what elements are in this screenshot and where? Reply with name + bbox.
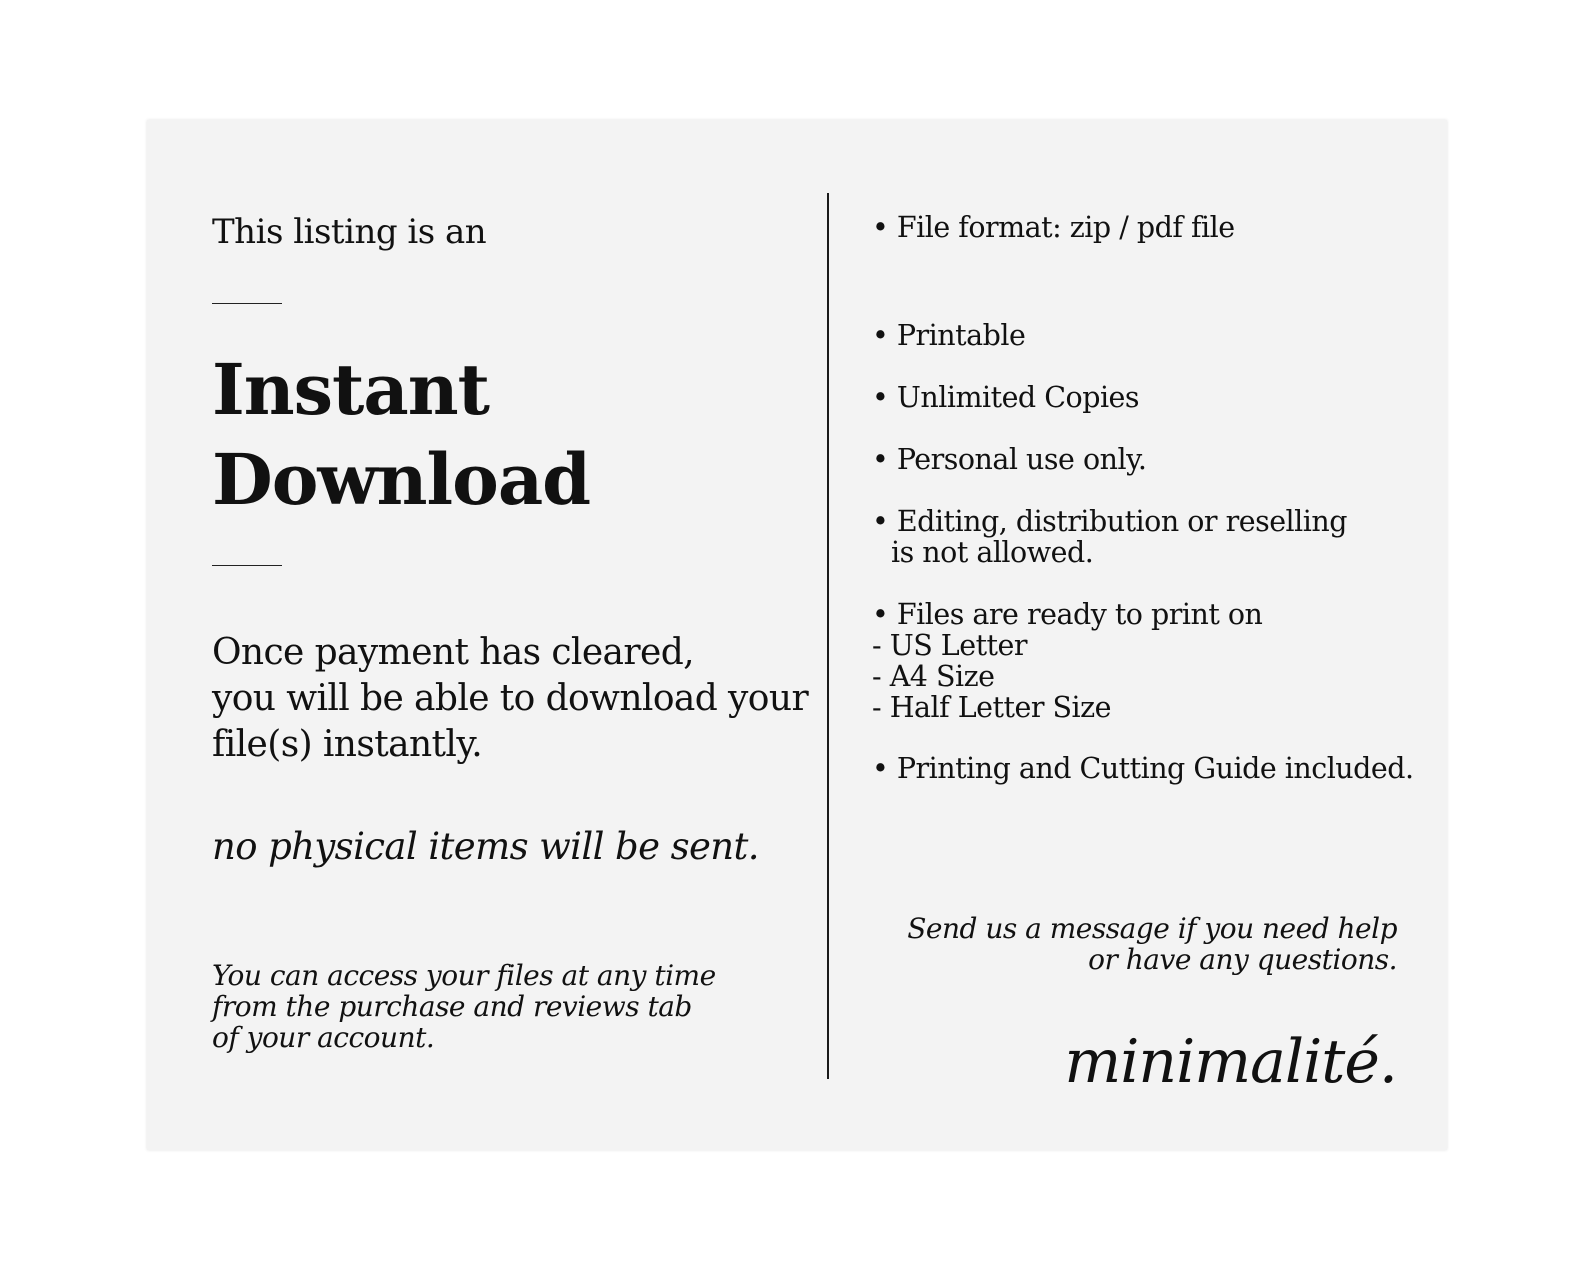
access-line-3: of your account. [212, 1021, 435, 1054]
payment-text [212, 630, 808, 768]
help-line-2: or have any questions. [1088, 943, 1397, 976]
print-size-a4: - A4 Size [872, 660, 995, 693]
access-line-1: You can access your files at any time [212, 959, 716, 992]
info-card [147, 120, 1447, 1150]
feature-item-unlimited-copies [872, 382, 1139, 413]
help-message [907, 913, 1397, 975]
feature-line: • Unlimited Copies [872, 381, 1140, 414]
payment-line-3: file(s) instantly. [212, 724, 483, 765]
feature-item-print-sizes [872, 599, 1262, 723]
intro-text: This listing is an [212, 212, 487, 252]
feature-line: • Printable [872, 319, 1026, 352]
feature-line: • File format: zip / pdf file [872, 211, 1235, 244]
bottom-short-rule [212, 565, 282, 566]
feature-item-printable [872, 320, 1025, 351]
feature-item-personal-use [872, 444, 1146, 475]
vertical-divider [827, 193, 829, 1079]
no-physical-items-text: no physical items will be sent. [212, 825, 759, 868]
print-size-us-letter: - US Letter [872, 629, 1027, 662]
headline [212, 345, 590, 525]
account-access-note [212, 960, 716, 1053]
feature-line: • Personal use only. [872, 443, 1147, 476]
feature-line: • Printing and Cutting Guide included. [872, 752, 1414, 785]
help-line-1: Send us a message if you need help [907, 912, 1397, 945]
print-size-half-letter: - Half Letter Size [872, 691, 1112, 724]
feature-item-editing-restriction [872, 506, 1347, 568]
headline-line-1: Instant [212, 348, 489, 431]
feature-line: • Editing, distribution or reselling [872, 505, 1348, 538]
payment-line-2: you will be able to download your [212, 678, 809, 719]
brand-logo: minimalité. [1064, 1027, 1397, 1097]
feature-item-guide-included [872, 753, 1414, 784]
access-line-2: from the purchase and reviews tab [212, 990, 692, 1023]
payment-line-1: Once payment has cleared, [212, 632, 695, 673]
feature-line-continued: is not allowed. [891, 536, 1094, 569]
headline-line-2: Download [212, 438, 591, 521]
top-short-rule [212, 303, 282, 304]
feature-item-file-format [872, 212, 1235, 243]
feature-line: • Files are ready to print on [872, 598, 1263, 631]
